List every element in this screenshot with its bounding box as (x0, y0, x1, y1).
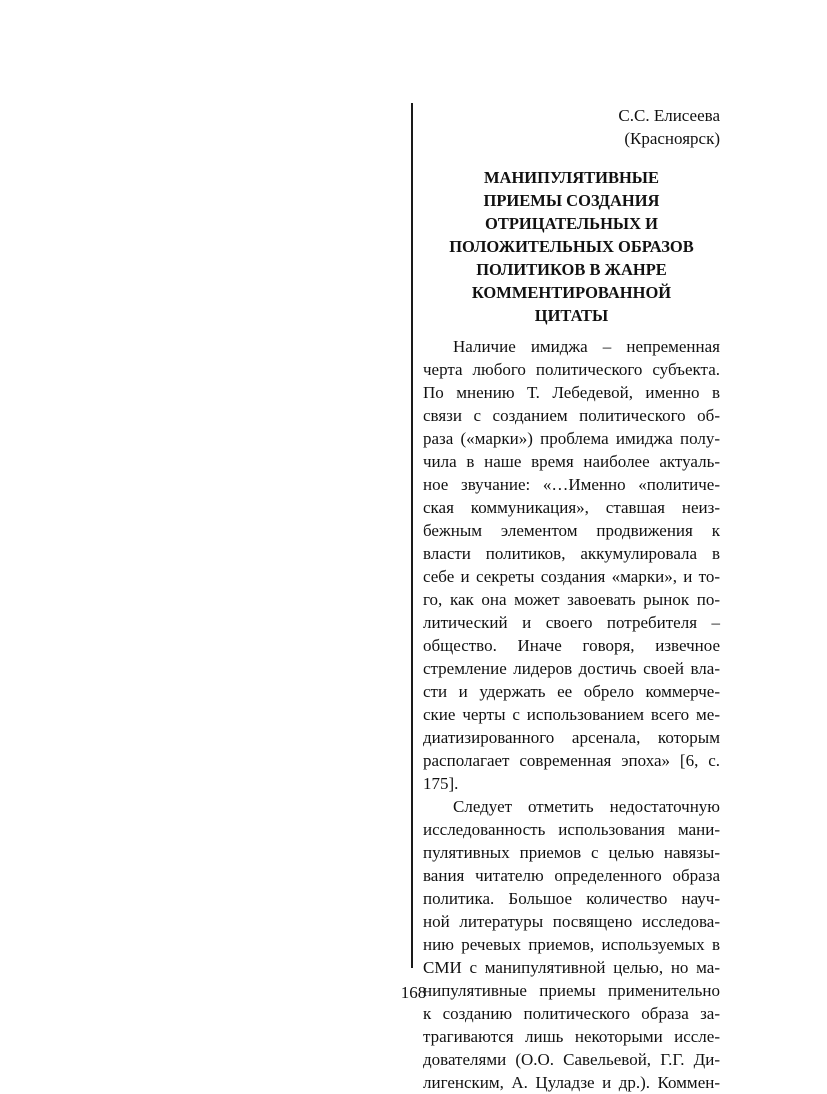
author-name: С.С. Елисеева (618, 106, 720, 125)
title-line: ПОЛОЖИТЕЛЬНЫХ ОБРАЗОВ (449, 237, 694, 256)
text-line: ной литературы посвящено исследова- (423, 912, 720, 931)
text-line: чила в наше время наиболее актуаль- (423, 452, 720, 471)
title-line: ОТРИЦАТЕЛЬНЫХ И (485, 214, 658, 233)
text-line: бежным элементом продвижения к (423, 521, 720, 540)
text-column (423, 104, 720, 1094)
title-line: ПРИЕМЫ СОЗДАНИЯ (483, 191, 660, 210)
article-body (423, 335, 720, 1094)
text-line: исследованность использования мани- (423, 820, 720, 839)
text-line: себе и секреты создания «марки», и то- (423, 567, 720, 586)
text-line: связи с созданием политического об- (423, 406, 720, 425)
paragraph-1 (423, 335, 720, 795)
text-line: стремление лидеров достичь своей вла- (423, 659, 720, 678)
text-line: раза («марки») проблема имиджа полу- (423, 429, 720, 448)
text-line: литический и своего потребителя – (423, 613, 720, 632)
text-line: нипулятивные приемы применительно (423, 981, 720, 1000)
text-line: ное звучание: «…Именно «политиче- (423, 475, 720, 494)
text-line: власти политиков, аккумулировала в (423, 544, 720, 563)
text-line: ские черты с использованием всего ме- (423, 705, 720, 724)
text-line: черта любого политического субъекта. (423, 360, 720, 379)
article-title (423, 166, 720, 327)
page-number: 168 (400, 983, 427, 1002)
text-line: Наличие имиджа – непременная (453, 337, 720, 356)
text-line: Следует отметить недостаточную (453, 797, 720, 816)
vertical-rule (411, 103, 413, 968)
text-line: По мнению Т. Лебедевой, именно в (423, 383, 720, 402)
text-line: пулятивных приемов с целью навязы- (423, 843, 720, 862)
title-line: МАНИПУЛЯТИВНЫЕ (483, 168, 660, 187)
text-line: дователями (О.О. Савельевой, Г.Г. Ди- (423, 1050, 720, 1069)
text-line: общество. Иначе говоря, извечное (423, 636, 720, 655)
text-line: го, как она может завоевать рынок по- (423, 590, 720, 609)
title-line: ПОЛИТИКОВ В ЖАНРЕ (476, 260, 667, 279)
text-line: лигенским, А. Цуладзе и др.). Коммен- (423, 1073, 720, 1092)
text-line: вания читателю определенного образа (423, 866, 720, 885)
text-line: 175]. (423, 774, 459, 793)
text-line: ская коммуникация», ставшая неиз- (423, 498, 720, 517)
text-line: сти и удержать ее обрело коммерче- (423, 682, 720, 701)
text-line: СМИ с манипулятивной целью, но ма- (423, 958, 720, 977)
text-line: нию речевых приемов, используемых в (423, 935, 720, 954)
author-city: (Красноярск) (624, 129, 720, 148)
text-line: диатизированного арсенала, которым (423, 728, 720, 747)
title-line: КОММЕНТИРОВАННОЙ (471, 283, 672, 302)
text-line: к созданию политического образа за- (423, 1004, 720, 1023)
text-line: располагает современная эпоха» [6, с. (423, 751, 720, 770)
text-line: политика. Большое количество науч- (423, 889, 720, 908)
paragraph-2 (423, 795, 720, 1094)
text-line: трагиваются лишь некоторыми иссле- (423, 1027, 720, 1046)
title-line: ЦИТАТЫ (534, 306, 609, 325)
